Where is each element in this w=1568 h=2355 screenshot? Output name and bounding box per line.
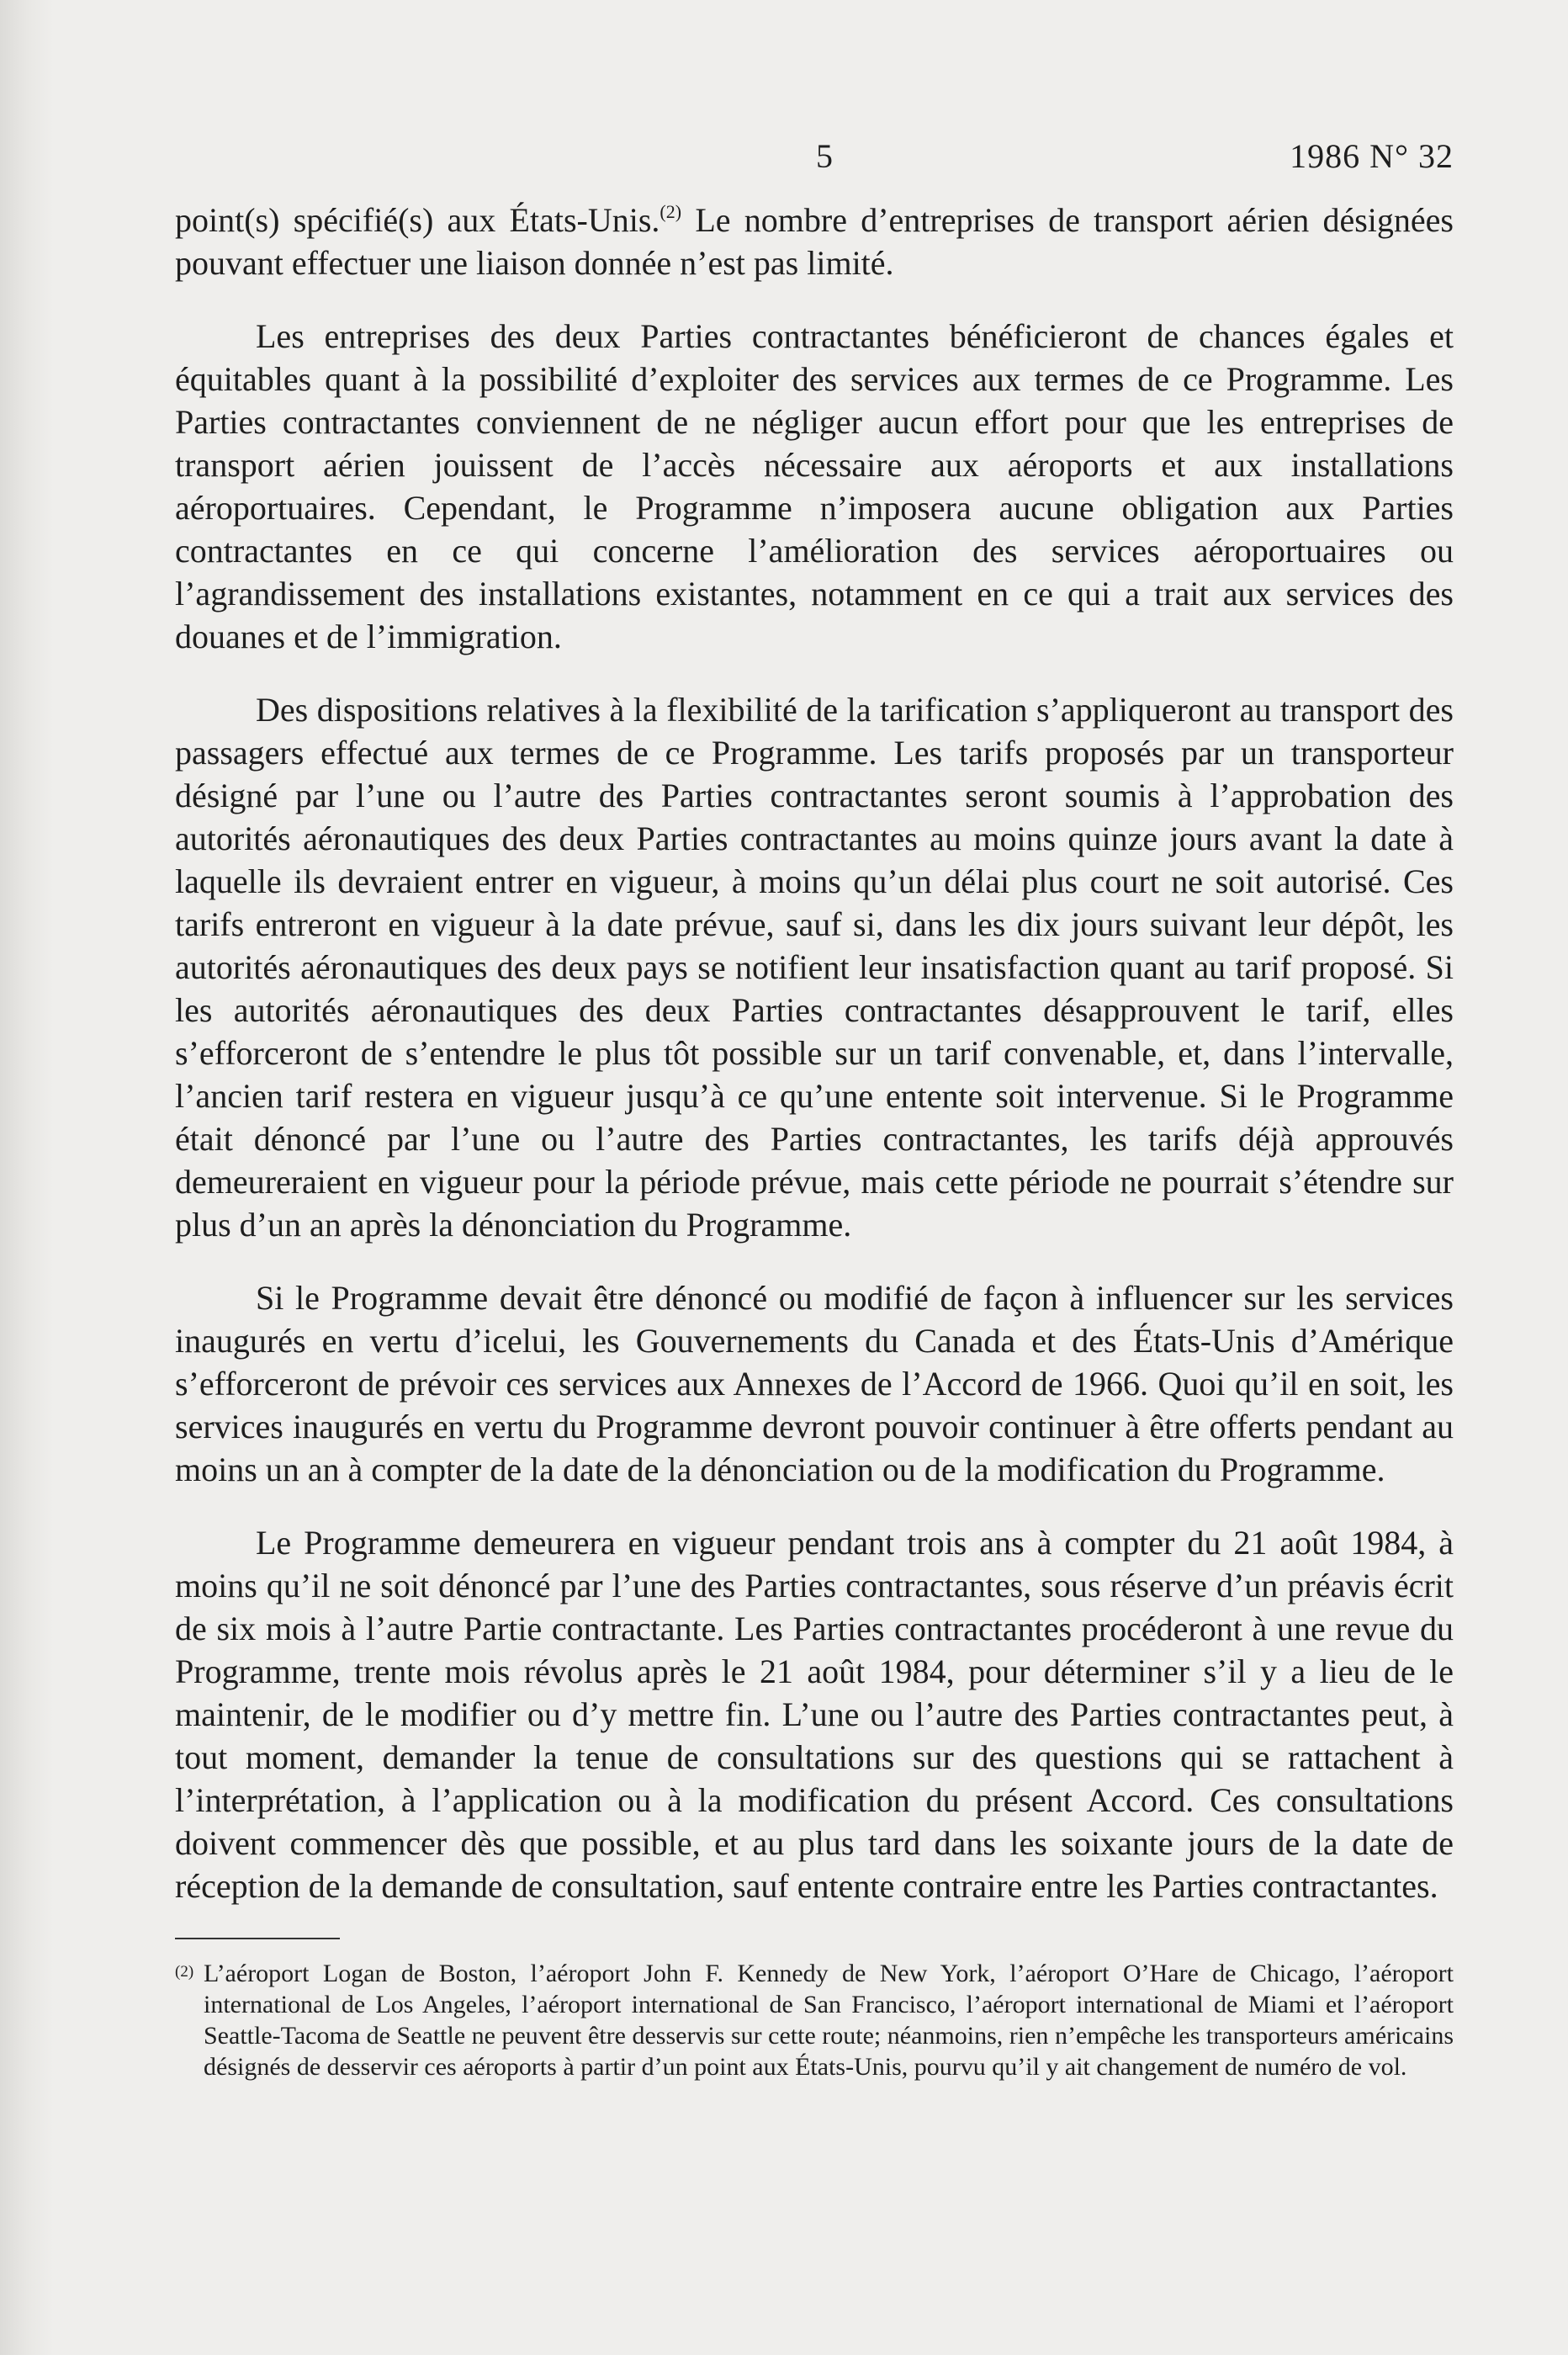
paragraph-text: point(s) spécifié(s) aux États-Unis. (175, 201, 660, 239)
body-text (175, 199, 1454, 1907)
paragraph: Des dispositions relatives à la flexibilité de la tarification s’appliqueront au transport des passagers effectué aux termes de ce Programme. Les tarifs proposés par un transporteur désigné par l’une ou l’autre des Parties contractantes seront soumis à l’approbation des autorités aéronautiques des deux Parties contractantes au moins quinze jours avant la date à laquelle ils devraient entrer en vigueur, à moins qu’un délai plus court ne soit autorisé. Ces tarifs entreront en vigueur à la date prévue, sauf si, dans les dix jours suivant leur dépôt, les autorités aéronautiques des deux pays se notifient leur insatisfaction quant au tarif proposé. Si les autorités aéronautiques des deux Parties contractantes désapprouvent le tarif, elles s’efforceront de s’entendre le plus tôt possible sur un tarif convenable, et, dans l’intervalle, l’ancien tarif restera en vigueur jusqu’à ce qu’une entente soit intervenue. Si le Programme était dénoncé par l’une ou l’autre des Parties contractantes, les tarifs déjà approuvés demeureraient en vigueur pour la période prévue, mais cette période ne pourrait s’étendre sur plus d’un an après la dénonciation du Programme. (175, 691, 1454, 1244)
footnote-divider (175, 1938, 340, 1939)
paragraph: Si le Programme devait être dénoncé ou modifié de façon à influencer sur les services inaugurés en vertu d’icelui, les Gouvernements du Canada et des États-Unis d’Amérique s’efforceront de prévoir ces services aux Annexes de l’Accord de 1966. Quoi qu’il en soit, les services inaugurés en vertu du Programme devront pouvoir continuer à être offerts pendant au moins un an à compter de la date de la dénonciation ou de la modification du Programme. (175, 1279, 1454, 1488)
page-edge-shadow (0, 0, 54, 2355)
paragraph-text: Le nombre d’entreprises de transport aérien désignées pouvant effectuer une liaison donnée n’est pas limité. (175, 201, 1454, 282)
page-number: 5 (816, 137, 834, 175)
footnote-reference: (2) (660, 201, 682, 222)
paragraph-continuation (175, 199, 1454, 284)
footnote (175, 1958, 1454, 2082)
paragraph: Le Programme demeurera en vigueur pendant trois ans à compter du 21 août 1984, à moins qu’il ne soit dénoncé par l’une des Parties contractantes, sous réserve d’un préavis écrit de six mois à l’autre Partie contractante. Les Parties contractantes procéderont à une revue du Programme, trente mois révolus après le 21 août 1984, pour déterminer s’il y a lieu de le maintenir, de le modifier ou d’y mettre fin. L’une ou l’autre des Parties contractantes peut, à tout moment, demander la tenue de consultations sur des questions qui se rattachent à l’interprétation, à l’application ou à la modification du présent Accord. Ces consultations doivent commencer dès que possible, et au plus tard dans les soixante jours de la date de réception de la demande de consultation, sauf entente contraire entre les Parties contractantes. (175, 1524, 1454, 1905)
document-page (175, 126, 1454, 2082)
page-header (175, 126, 1454, 177)
footnote-marker: (2) (175, 1963, 194, 1981)
paragraph: Les entreprises des deux Parties contractantes bénéficieront de chances égales et équitables quant à la possibilité d’exploiter des services aux termes de ce Programme. Les Parties contractantes conviennent de ne négliger aucun effort pour que les entreprises de transport aérien jouissent de l’accès nécessaire aux aéroports et aux installations aéroportuaires. Cependant, le Programme n’imposera aucune obligation aux Parties contractantes en ce qui concerne l’amélioration des services aéroportuaires ou l’agrandissement des installations existantes, notamment en ce qui a trait aux services des douanes et de l’immigration. (175, 317, 1454, 655)
footnote-text: L’aéroport Logan de Boston, l’aéroport John F. Kennedy de New York, l’aéroport O’Hare de Chicago, l’aéroport international de Los Angeles, l’aéroport international de San Francisco, l’aéroport international de Miami et l’aéroport Seattle-Tacoma de Seattle ne peuvent être desservis sur cette route; néanmoins, rien n’empêche les transporteurs américains désignés de desservir ces aéroports à partir d’un point aux États-Unis, pourvu qu’il y ait changement de numéro de vol. (204, 1960, 1454, 2081)
issue-reference: 1986 N° 32 (1290, 137, 1454, 175)
